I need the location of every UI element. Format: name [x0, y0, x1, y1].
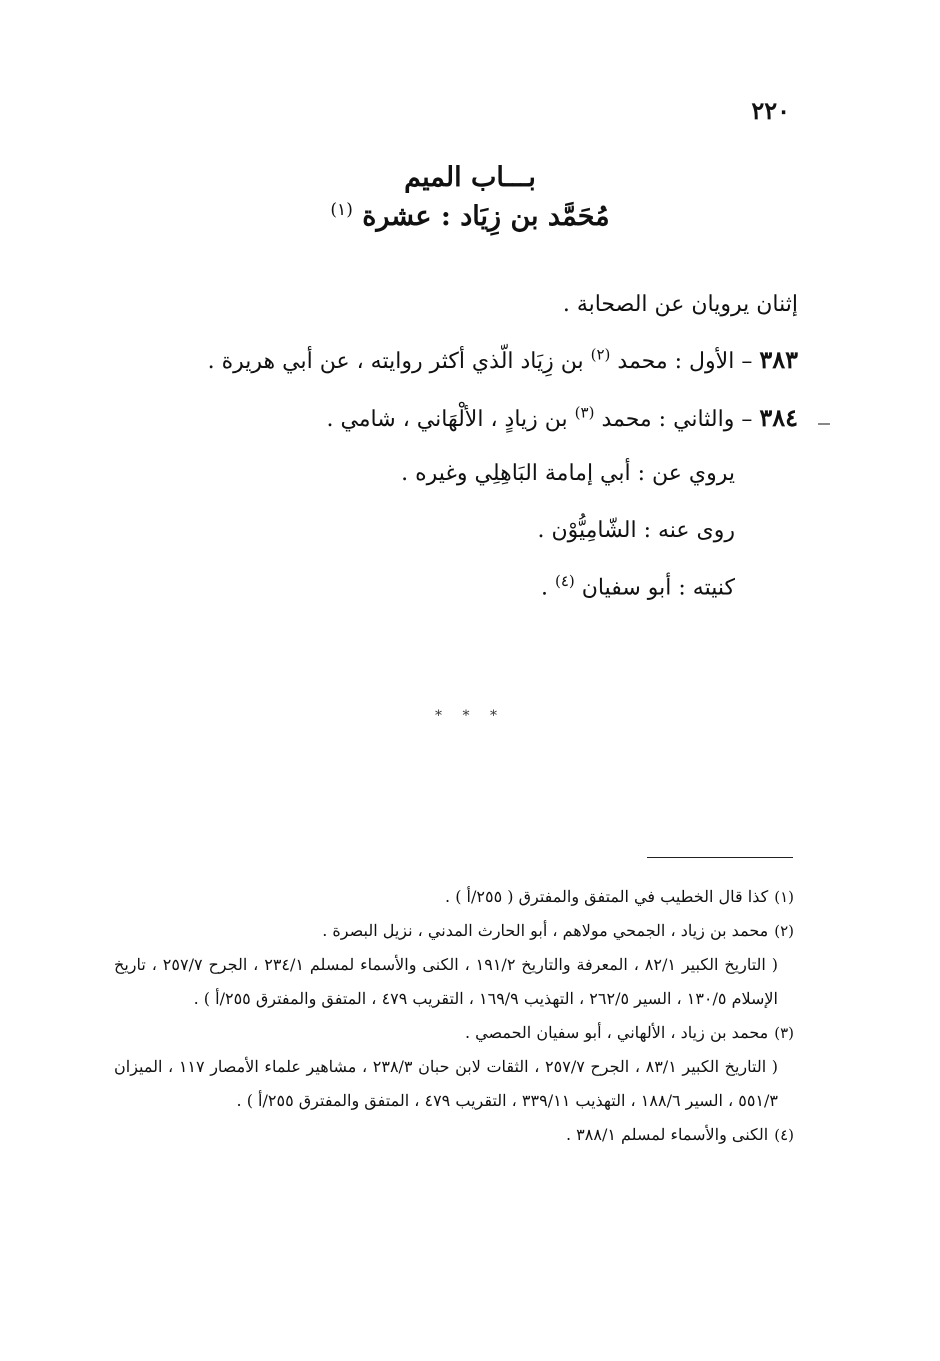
- entry-384: [326, 403, 798, 432]
- footnote-text: ( التاريخ الكبير ٨٣/١ ، الجرح ٢٥٧/٧ ، الثقات لابن حبان ٢٣٨/٣ ، مشاهير علماء الأمصار ١١٧ ، الميزان ٥٥١/٣ ، السير ١٨٨/٦ ، التهذيب ٣٣٩/١١ ، التقريب ٤٧٩ ، المتفق والمفترق ٢٥٥/أ ) .: [114, 1057, 779, 1110]
- kunya-line: [541, 572, 735, 600]
- entry-text-a: – الأول : محمد: [617, 349, 753, 374]
- margin-mark: [818, 423, 830, 425]
- footnote-text: محمد بن زياد ، الألهاني ، أبو سفيان الحمصي .: [464, 1023, 769, 1042]
- footnote-item: [114, 914, 794, 1016]
- entry-text-b: بن زيادٍ ، الألْهَاني ، شامي .: [326, 407, 568, 432]
- section-title: [0, 200, 940, 232]
- footnote-text: محمد بن زياد ، الجمحي مولاهم ، أبو الحارث المدني ، نزيل البصرة .: [322, 921, 769, 940]
- footnotes: [114, 880, 794, 1152]
- footnote-divider: [647, 857, 793, 858]
- narrates-from-line: يروي عن : أبي إمامة البَاهِلِي وغيره .: [401, 461, 735, 486]
- intro-line: إثنان يرويان عن الصحابة .: [562, 292, 798, 317]
- footnote-ref: (٤): [554, 572, 575, 590]
- section-footnote-ref: (١): [330, 200, 353, 220]
- footnote-heading: [114, 914, 794, 948]
- footnote-ref: (٣): [574, 403, 595, 422]
- footnote-number: (٣): [774, 1024, 794, 1042]
- narrated-by-line: روى عنه : الشّامِيُّوْن .: [537, 518, 735, 543]
- footnote-number: (١): [774, 888, 794, 906]
- kunya-text: كنيته : أبو سفيان: [581, 575, 735, 601]
- chapter-title: بـــاب الميم: [404, 162, 536, 193]
- entry-text-b: بن زِيَاد الّذي أكثر روايته ، عن أبي هريرة .: [207, 349, 584, 374]
- footnote-ref: (٢): [590, 345, 611, 364]
- entry-text-a: – والثاني : محمد: [601, 407, 753, 432]
- page-number: ٢٢٠: [751, 96, 790, 125]
- kunya-end: .: [540, 575, 548, 601]
- entry-number: ٣٨٣: [759, 345, 798, 374]
- footnote-references: [114, 1050, 794, 1118]
- footnote-item: [114, 880, 794, 914]
- footnote-text: الكنى والأسماء لمسلم ٣٨٨/١ .: [566, 1125, 769, 1144]
- footnote-item: [114, 1118, 794, 1152]
- footnote-number: (٤): [774, 1126, 794, 1144]
- footnote-heading: [114, 1118, 794, 1152]
- footnote-number: (٢): [774, 922, 794, 940]
- footnote-text: ( التاريخ الكبير ٨٢/١ ، المعرفة والتاريخ ١٩١/٢ ، الكنى والأسماء لمسلم ٢٣٤/١ ، الجرح ٢٥٧/٧ ، تاريخ الإسلام ١٣٠/٥ ، السير ٢٦٢/٥ ، التهذيب ١٦٩/٩ ، التقريب ٤٧٩ ، المتفق والمفترق ٢٥٥/أ ) .: [114, 955, 779, 1008]
- footnote-references: [114, 948, 794, 1016]
- footnote-text: كذا قال الخطيب في المتفق والمفترق ( ٢٥٥/أ ) .: [445, 887, 769, 906]
- footnote-item: [114, 1016, 794, 1118]
- footnote-heading: [114, 1016, 794, 1050]
- section-title-text: مُحَمَّد بن زِيَاد : عشرة: [362, 201, 610, 232]
- footnote-heading: [114, 880, 794, 914]
- entry-383: [208, 345, 798, 374]
- entry-number: ٣٨٤: [759, 403, 798, 432]
- section-separator: * * *: [435, 708, 505, 724]
